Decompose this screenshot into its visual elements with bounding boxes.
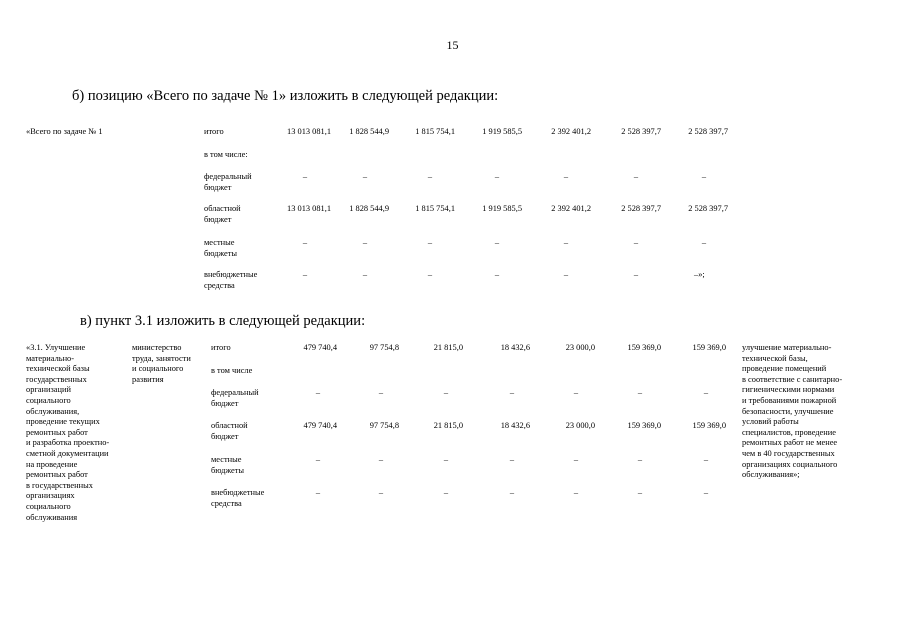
funding-source-label: местные бюджеты	[204, 238, 238, 258]
table-cell: –	[633, 238, 639, 247]
table-cell: 97 754,8	[369, 343, 399, 352]
table-cell: 1 828 544,9	[349, 127, 389, 136]
table-cell: –	[509, 388, 515, 397]
table-cell: –	[633, 270, 639, 279]
funding-source-label: внебюджетные средства	[204, 270, 258, 290]
table-cell: –	[573, 388, 579, 397]
table-cell: –	[362, 270, 368, 279]
table-cell: 2 528 397,7	[621, 127, 661, 136]
table-cell: –	[362, 172, 368, 181]
funding-source-label: в том числе	[211, 366, 253, 375]
table-cell: 2 528 397,7	[688, 204, 728, 213]
table-cell: 13 013 081,1	[287, 127, 331, 136]
table-cell: 479 740,4	[303, 421, 337, 430]
table-cell: –	[509, 455, 515, 464]
table-cell: –	[637, 455, 643, 464]
table-cell: –	[443, 455, 449, 464]
table-cell: 159 369,0	[692, 343, 726, 352]
table-cell: –	[563, 270, 569, 279]
table-cell: –	[378, 455, 384, 464]
table-cell: 159 369,0	[627, 421, 661, 430]
expected-result-text: улучшение материально- технической базы, проведение помещений в соответствие с санитарно- гигиеническими нормами и требованиями пожарной безопасности, улучшение условий работы специалистов, проведение ремонтных работ не менее чем в 40 государственных организациях социального обслуживания»;	[742, 343, 843, 480]
table-cell: –	[302, 270, 308, 279]
funding-source-label: федеральный бюджет	[211, 388, 259, 408]
table-cell: –	[573, 488, 579, 497]
table-cell: –	[703, 488, 709, 497]
table-cell: 97 754,8	[369, 421, 399, 430]
section-c-heading: в) пункт 3.1 изложить в следующей редакции:	[80, 313, 366, 329]
table-cell: –	[315, 388, 321, 397]
table-cell: 2 392 401,2	[551, 127, 591, 136]
section-b-heading: б) позицию «Всего по задаче № 1» изложить в следующей редакции:	[72, 88, 499, 104]
table-cell: –	[427, 238, 433, 247]
table-cell: 1 815 754,1	[415, 204, 455, 213]
table-cell: –	[443, 488, 449, 497]
table-cell: 2 392 401,2	[551, 204, 591, 213]
table-cell: –	[701, 172, 707, 181]
funding-source-label: внебюджетные средства	[211, 488, 265, 508]
table-cell: 1 919 585,5	[482, 127, 522, 136]
funding-source-label: в том числе:	[204, 150, 248, 159]
table-cell: –	[637, 488, 643, 497]
section-b-row-title: «Всего по задаче № 1	[26, 127, 103, 136]
table-cell: –	[315, 488, 321, 497]
table-cell: –	[637, 388, 643, 397]
table-cell: 159 369,0	[692, 421, 726, 430]
table-cell: 1 828 544,9	[349, 204, 389, 213]
table-cell: –	[302, 238, 308, 247]
table-cell: 2 528 397,7	[688, 127, 728, 136]
executor-text: министерство труда, занятости и социального развития	[132, 343, 191, 384]
table-cell: –	[701, 238, 707, 247]
table-cell: 13 013 081,1	[287, 204, 331, 213]
table-cell: –	[427, 172, 433, 181]
table-cell: –	[633, 172, 639, 181]
table-cell: 479 740,4	[303, 343, 337, 352]
table-cell: –	[427, 270, 433, 279]
funding-source-label: итого	[204, 127, 224, 136]
table-cell: 21 815,0	[433, 421, 463, 430]
table-cell: –»;	[694, 270, 705, 279]
table-cell: –	[563, 172, 569, 181]
table-cell: –	[494, 172, 500, 181]
table-cell: –	[362, 238, 368, 247]
table-cell: –	[443, 388, 449, 397]
table-cell: 2 528 397,7	[621, 204, 661, 213]
table-cell: –	[315, 455, 321, 464]
funding-source-label: итого	[211, 343, 231, 352]
measure-description: «3.1. Улучшение материально- технической базы государственных организаций социального обслуживания, проведение текущих ремонтных работ и разработка проектно- сметной документации на проведение ремонтных работ в государственных организациях социального обслуживания	[26, 343, 110, 522]
table-cell: –	[703, 455, 709, 464]
table-cell: –	[703, 388, 709, 397]
table-cell: 23 000,0	[565, 343, 595, 352]
funding-source-label: местные бюджеты	[211, 455, 245, 475]
funding-source-label: областной бюджет	[211, 421, 248, 441]
table-cell: 1 815 754,1	[415, 127, 455, 136]
funding-source-label: областной бюджет	[204, 204, 241, 224]
table-cell: –	[302, 172, 308, 181]
table-cell: 18 432,6	[500, 343, 530, 352]
table-cell: –	[378, 488, 384, 497]
table-cell: 18 432,6	[500, 421, 530, 430]
table-cell: –	[563, 238, 569, 247]
page-number: 15	[446, 38, 459, 52]
table-cell: 23 000,0	[565, 421, 595, 430]
table-cell: –	[509, 488, 515, 497]
table-cell: –	[573, 455, 579, 464]
table-cell: –	[494, 270, 500, 279]
table-cell: 21 815,0	[433, 343, 463, 352]
table-cell: –	[494, 238, 500, 247]
table-cell: 159 369,0	[627, 343, 661, 352]
table-cell: 1 919 585,5	[482, 204, 522, 213]
table-cell: –	[378, 388, 384, 397]
funding-source-label: федеральный бюджет	[204, 172, 252, 192]
